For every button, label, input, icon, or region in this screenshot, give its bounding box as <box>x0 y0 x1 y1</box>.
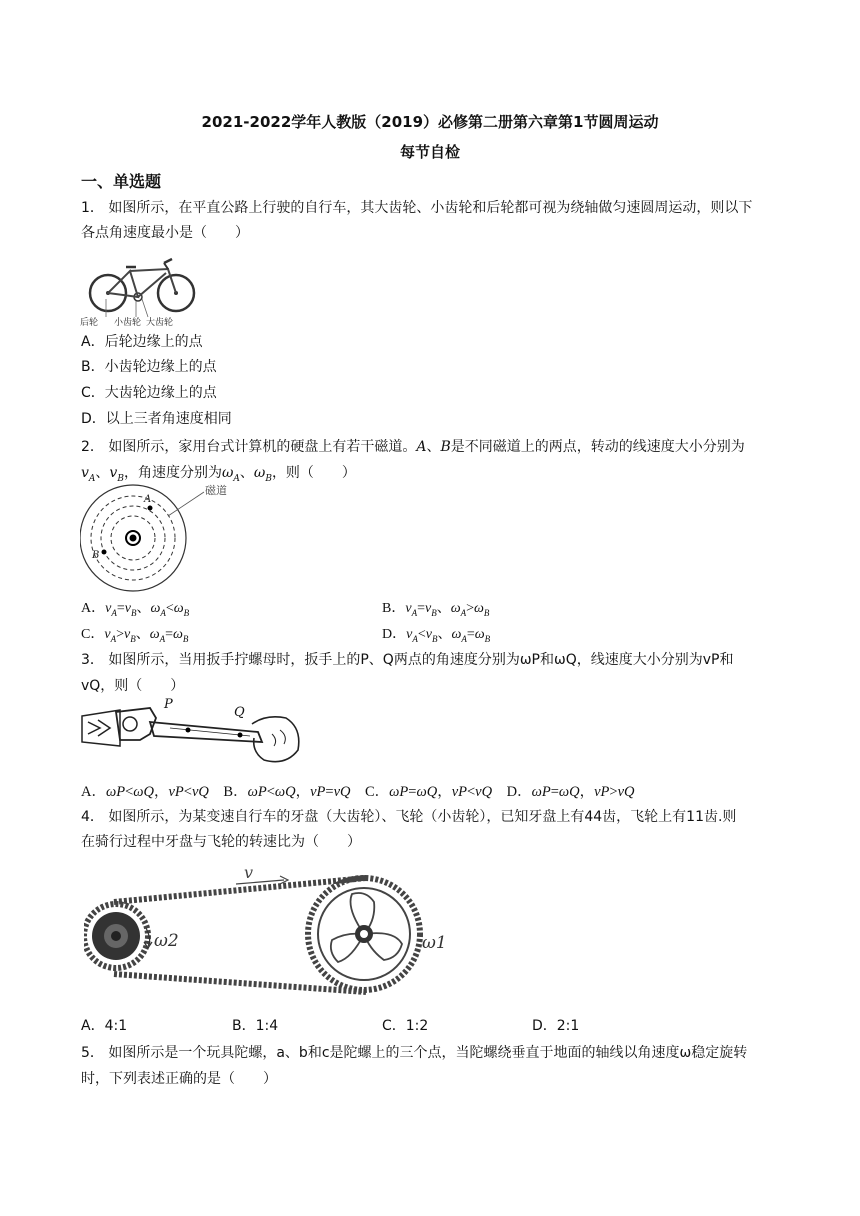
chain-label-omega1: ω1 <box>422 933 447 953</box>
q4-option-d: D．2:1 <box>532 1018 580 1034</box>
wrench-label-p: P <box>164 697 173 712</box>
q4-stem-line1: 4． 如图所示，为某变速自行车的牙盘（大齿轮）、飞轮（小齿轮），已知牙盘上有44齿，飞轮上有11齿.则 <box>81 809 737 825</box>
q4-stem-line2: 在骑行过程中牙盘与飞轮的转速比为（ ） <box>81 834 361 850</box>
q2-sep: 、 <box>426 439 441 455</box>
hard-disk-figure <box>80 482 240 594</box>
bicycle-figure <box>80 245 200 329</box>
q2-option-d: D．$v_A<v_B$、$\omega_A=\omega_B$ <box>382 627 491 644</box>
fig-label-small-gear: 小齿轮 <box>114 318 142 328</box>
q2-stem-line2: $v_A$、$v_B$，角速度分别为$\omega_A$、$\omega_B$，则（ ） <box>81 465 356 484</box>
q2-v-a: v <box>81 465 89 481</box>
q1-option-a: A．后轮边缘上的点 <box>81 334 203 350</box>
disk-label-track: 磁道 <box>205 484 227 497</box>
q2-option-b: B．$v_A=v_B$、$\omega_A>\omega_B$ <box>382 601 490 618</box>
disk-label-b: B <box>92 550 100 561</box>
q3-option-a: A．ωP<ωQ，vP<vQ <box>81 784 209 800</box>
q2-w-a: ω <box>221 465 234 481</box>
document-title: 2021-2022学年人教版（2019）必修第二册第六章第1节圆周运动 <box>201 113 659 131</box>
document-subtitle: 每节自检 <box>399 143 460 161</box>
q5-stem-line2: 时，下列表述正确的是（ ） <box>81 1071 277 1087</box>
chain-label-omega2: ω2 <box>154 931 179 951</box>
q4-option-a: A．4:1 <box>81 1018 128 1034</box>
chain-drive-figure <box>84 862 458 1002</box>
q3-stem-line1: 3． 如图所示，当用扳手拧螺母时，扳手上的P、Q两点的角速度分别为ωP和ωQ，线速度大小分别为vP和 <box>81 652 734 668</box>
q3-options-row <box>81 780 635 801</box>
q2-option-c: C．$v_A>v_B$、$\omega_A=\omega_B$ <box>81 627 189 644</box>
q3-option-c: C．ωP=ωQ，vP<vQ <box>365 784 493 800</box>
q3-stem-line2: vQ，则（ ） <box>81 678 185 694</box>
q2-option-a: A．$v_A=v_B$、$\omega_A<\omega_B$ <box>81 601 190 618</box>
q1-stem-line1: 1． 如图所示，在平直公路上行驶的自行车，其大齿轮、小齿轮和后轮都可视为绕轴做匀速圆周运动，则以下 <box>81 200 753 216</box>
q2-stem-line1 <box>81 435 745 459</box>
fig-label-rear-wheel: 后轮 <box>80 318 99 328</box>
q2-point-a: A <box>416 439 427 455</box>
chain-label-v: v <box>244 863 254 882</box>
q3-option-b: B．ωP<ωQ，vP=vQ <box>223 784 351 800</box>
wrench-figure <box>80 694 304 776</box>
q2-stem-mid: ，角速度分别为 <box>123 465 222 481</box>
wrench-label-q: Q <box>234 705 245 720</box>
disk-label-a: A <box>144 494 152 505</box>
q2-point-b: B <box>440 439 451 455</box>
q2-stem-part2: 是不同磁道上的两点，转动的线速度大小分别为 <box>450 439 745 455</box>
q2-stem-end: ，则（ ） <box>271 465 356 481</box>
q4-option-b: B．1:4 <box>232 1018 279 1034</box>
q3-option-d: D．ωP=ωQ，vP>vQ <box>506 784 635 800</box>
q5-stem-line1: 5． 如图所示是一个玩具陀螺，a、b和c是陀螺上的三个点，当陀螺绕垂直于地面的轴线以角速度ω稳定旋转 <box>81 1045 748 1061</box>
q1-option-c: C．大齿轮边缘上的点 <box>81 385 217 401</box>
q1-stem-line2: 各点角速度最小是（ ） <box>81 225 249 241</box>
q1-option-d: D．以上三者角速度相同 <box>81 411 232 427</box>
q1-option-b: B．小齿轮边缘上的点 <box>81 359 217 375</box>
q4-option-c: C．1:2 <box>382 1018 429 1034</box>
section-heading: 一、单选题 <box>81 172 162 191</box>
fig-label-big-gear: 大齿轮 <box>146 318 174 328</box>
q2-stem-part1: 2． 如图所示，家用台式计算机的硬盘上有若干磁道。 <box>81 439 417 455</box>
